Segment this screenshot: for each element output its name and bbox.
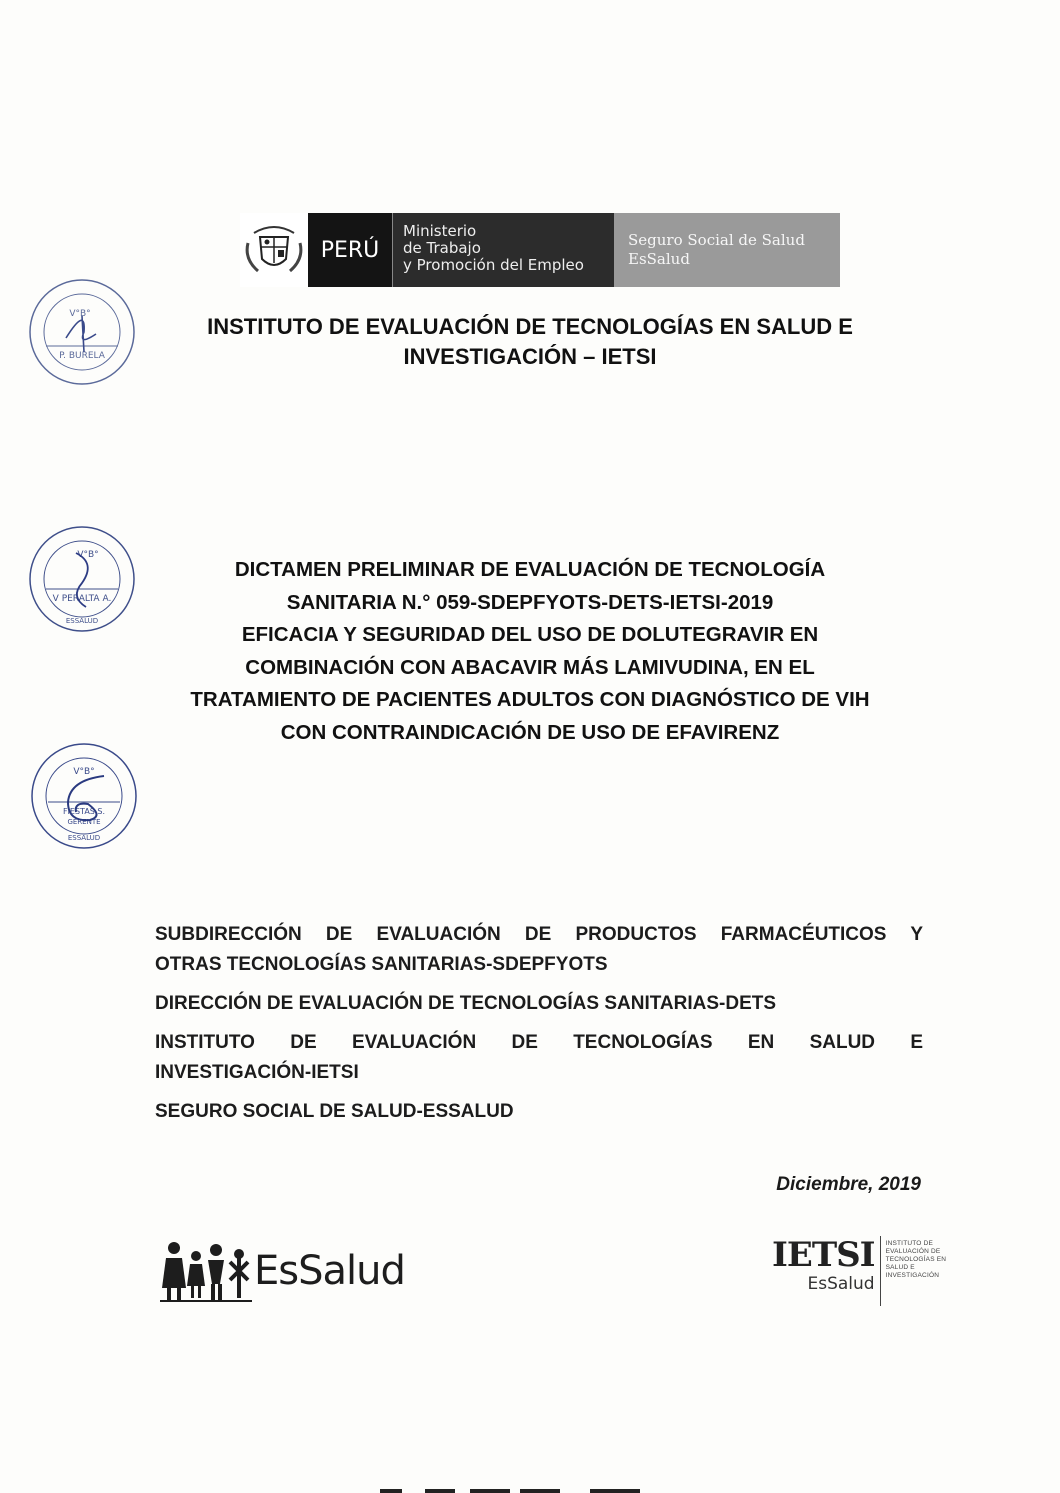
org-line: OTRAS TECNOLOGÍAS SANITARIAS-SDEPFYOTS xyxy=(155,954,608,975)
stamp-name: FIESTAS S. xyxy=(62,807,106,816)
scan-mark xyxy=(520,1489,560,1493)
ministry-line: de Trabajo xyxy=(403,239,481,257)
scan-mark xyxy=(425,1489,455,1493)
dictamen-line: SANITARIA N.° 059-SDEPFYOTS-DETS-IETSI-2019 xyxy=(286,590,774,614)
scan-mark xyxy=(590,1489,640,1493)
stamp-org: ESSALUD xyxy=(65,617,99,625)
ministry-line: Ministerio xyxy=(403,222,477,240)
coat-of-arms-icon xyxy=(240,213,308,287)
organization-block xyxy=(155,920,923,1127)
ietsi-desc-line: TECNOLOGÍAS EN xyxy=(885,1256,947,1263)
stamp-vb: V°B° xyxy=(69,309,91,319)
stamp-name: V PERALTA A. xyxy=(52,594,112,604)
dictamen-line: COMBINACIÓN CON ABACAVIR MÁS LAMIVUDINA, EN EL xyxy=(245,655,815,679)
stamp-org: ESSALUD xyxy=(67,834,101,842)
org-line: INVESTIGACIÓN-IETSI xyxy=(155,1062,359,1083)
ietsi-logo-description xyxy=(881,1236,947,1306)
government-header-banner xyxy=(240,213,840,287)
approval-stamp xyxy=(28,740,140,852)
agency-line: EsSalud xyxy=(628,250,690,268)
ietsi-desc-line: SALUD E xyxy=(885,1264,915,1271)
scan-mark xyxy=(470,1489,510,1493)
institute-title-line: INVESTIGACIÓN – IETSI xyxy=(403,344,657,369)
ietsi-logo-text: IETSI xyxy=(772,1235,875,1275)
stamp-vb: V°B° xyxy=(73,767,95,777)
agency-name xyxy=(614,213,840,287)
institute-title xyxy=(100,312,960,372)
agency-line: Seguro Social de Salud xyxy=(628,231,805,249)
family-figures-icon xyxy=(160,1240,252,1302)
stamp-name: P. BURELA xyxy=(59,351,105,361)
document-date: Diciembre, 2019 xyxy=(776,1174,921,1195)
essalud-logo xyxy=(160,1236,405,1306)
org-line: INSTITUTO DE EVALUACIÓN DE TECNOLOGÍAS EN SALUD E xyxy=(155,1032,923,1053)
approval-stamp xyxy=(26,276,138,388)
dictamen-line: CON CONTRAINDICACIÓN DE USO DE EFAVIRENZ xyxy=(280,720,780,744)
dictamen-line: EFICACIA Y SEGURIDAD DEL USO DE DOLUTEGRAVIR EN xyxy=(241,623,819,646)
ietsi-desc-line: EVALUACIÓN DE xyxy=(885,1248,941,1255)
ministry-line: y Promoción del Empleo xyxy=(403,256,584,274)
ietsi-logo-subtext: EsSalud xyxy=(807,1274,875,1294)
dictamen-title xyxy=(100,554,960,749)
org-entry: SEGURO SOCIAL DE SALUD-ESSALUD xyxy=(155,1101,514,1122)
ietsi-desc-line: INVESTIGACIÓN xyxy=(885,1272,940,1279)
institute-title-line: INSTITUTO DE EVALUACIÓN DE TECNOLOGÍAS EN SALUD E xyxy=(207,314,853,339)
org-line: SUBDIRECCIÓN DE EVALUACIÓN DE PRODUCTOS FARMACÉUTICOS Y xyxy=(155,924,923,945)
essalud-logo-text: EsSalud xyxy=(254,1248,405,1294)
scan-mark xyxy=(380,1489,402,1493)
ietsi-logo xyxy=(772,1236,946,1306)
org-entry xyxy=(155,1028,923,1088)
stamp-role: GERENTE xyxy=(67,818,101,826)
org-entry xyxy=(155,920,923,980)
dictamen-line: DICTAMEN PRELIMINAR DE EVALUACIÓN DE TECNOLOGÍA xyxy=(234,558,826,581)
peru-label: PERÚ xyxy=(308,213,392,287)
ietsi-desc-line: INSTITUTO DE xyxy=(885,1240,933,1247)
stamp-vb: V°B° xyxy=(77,550,99,560)
org-entry: DIRECCIÓN DE EVALUACIÓN DE TECNOLOGÍAS SANITARIAS-DETS xyxy=(155,993,777,1014)
ietsi-logo-main xyxy=(772,1236,881,1306)
ministry-name xyxy=(392,213,614,287)
dictamen-line: TRATAMIENTO DE PACIENTES ADULTOS CON DIAGNÓSTICO DE VIH xyxy=(190,688,870,711)
approval-stamp xyxy=(26,523,138,635)
